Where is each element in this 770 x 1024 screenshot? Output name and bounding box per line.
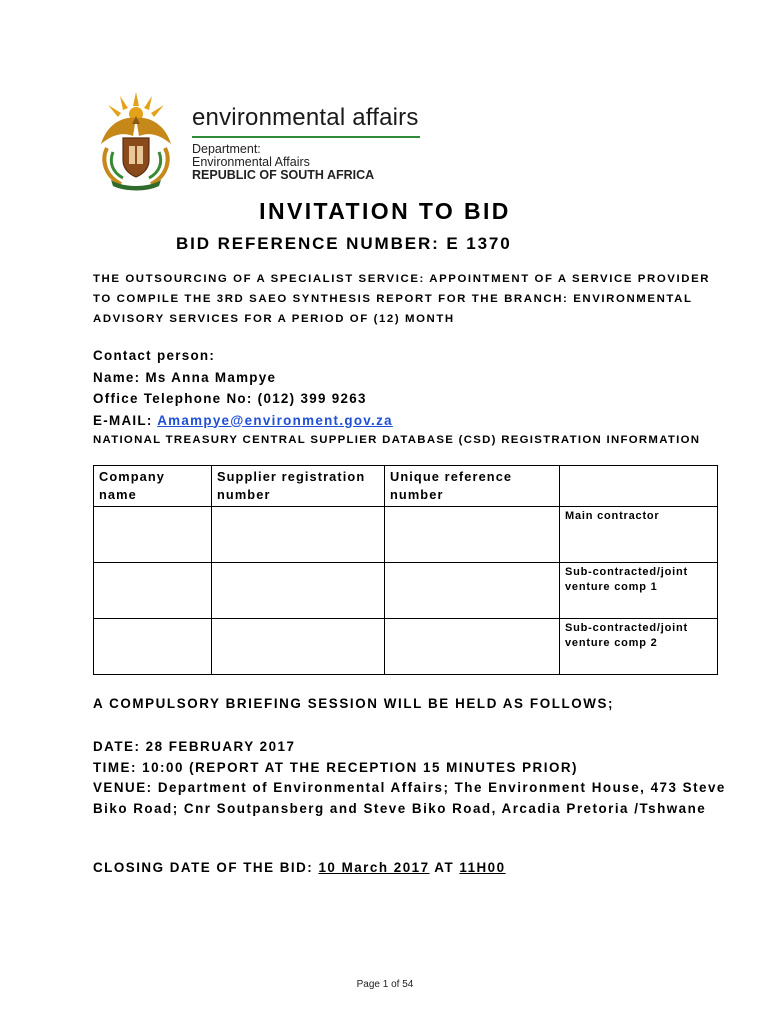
email-label: E-MAIL: [93, 412, 158, 428]
letterhead-line-department: Department: [192, 142, 261, 156]
closing-time: 11H00 [459, 860, 506, 875]
email-link[interactable]: Amampye@environment.gov.za [157, 412, 393, 428]
contact-email-line [93, 410, 733, 432]
company-name-cell[interactable] [94, 563, 212, 619]
company-name-cell[interactable] [94, 619, 212, 675]
csd-registration-table [93, 465, 718, 675]
letterhead-line-republic: REPUBLIC OF SOUTH AFRICA [192, 168, 375, 182]
table-row [94, 563, 718, 619]
unique-reference-cell[interactable] [385, 619, 560, 675]
briefing-date: DATE: 28 FEBRUARY 2017 [93, 739, 296, 754]
bid-description: THE OUTSOURCING OF A SPECIALIST SERVICE: APPOINTMENT OF A SERVICE PROVIDER TO COMPILE THE 3RD SAEO SYNTHESIS REPORT FOR THE BRANCH: ENVIRONMENTAL ADVISORY SERVICES FOR A PERIOD OF (12) MONTH [93, 273, 711, 325]
closing-date-line [93, 860, 506, 875]
contact-heading: Contact person: [93, 348, 216, 363]
letterhead-line-affairs: Environmental Affairs [192, 155, 310, 169]
unique-reference-cell[interactable] [385, 563, 560, 619]
document-title: INVITATION TO BID [259, 198, 511, 224]
page-number: Page 1 of 54 [356, 979, 414, 990]
department-name: environmental affairs [192, 104, 419, 131]
supplier-number-cell[interactable] [212, 507, 385, 563]
supplier-number-cell[interactable] [212, 619, 385, 675]
supplier-number-cell[interactable] [212, 563, 385, 619]
contact-telephone: Office Telephone No: (012) 399 9263 [93, 391, 367, 406]
company-name-cell[interactable] [94, 507, 212, 563]
column-header-company: Company name [94, 466, 212, 507]
closing-at: AT [429, 860, 460, 875]
role-cell: Sub-contracted/joint venture comp 2 [560, 619, 718, 675]
briefing-details [93, 737, 753, 820]
csd-heading: NATIONAL TREASURY CENTRAL SUPPLIER DATABASE (CSD) REGISTRATION INFORMATION [93, 434, 701, 446]
table-row [94, 619, 718, 675]
bid-reference-number: BID REFERENCE NUMBER: E 1370 [176, 234, 512, 253]
role-cell: Main contractor [560, 507, 718, 563]
coat-of-arms-logo [93, 88, 179, 192]
closing-label: CLOSING DATE OF THE BID: [93, 860, 319, 875]
closing-date: 10 March 2017 [318, 860, 430, 875]
unique-reference-cell[interactable] [385, 507, 560, 563]
briefing-heading: A COMPULSORY BRIEFING SESSION WILL BE HELD AS FOLLOWS; [93, 696, 615, 711]
column-header-supplier-number: Supplier registration number [212, 466, 385, 507]
coat-of-arms-icon [93, 88, 179, 192]
column-header-unique-reference: Unique reference number [385, 466, 560, 507]
contact-name: Name: Ms Anna Mampye [93, 369, 277, 385]
letterhead-rule [192, 136, 420, 138]
table-header-row [94, 466, 718, 507]
table-row [94, 507, 718, 563]
contact-block [93, 345, 733, 431]
role-cell: Sub-contracted/joint venture comp 1 [560, 563, 718, 619]
briefing-time: TIME: 10:00 (REPORT AT THE RECEPTION 15 MINUTES PRIOR) [93, 759, 578, 775]
briefing-venue: VENUE: Department of Environmental Affairs; The Environment House, 473 Steve Biko Road; Cnr Soutpansberg and Steve Biko Road, Arcadia Pretoria /Tshwane [93, 780, 726, 817]
column-header-role [560, 466, 718, 507]
